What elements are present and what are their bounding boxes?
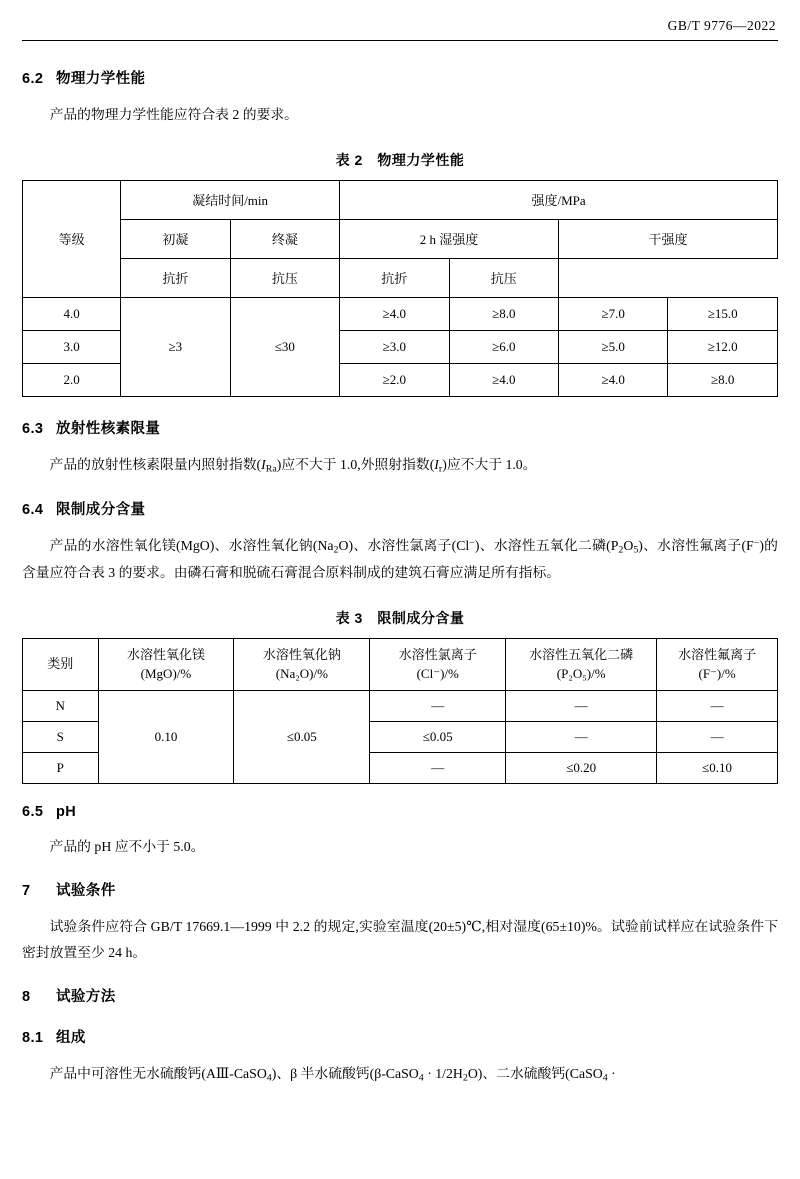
header-na2o [234,638,370,690]
section-title: 试验条件 [56,883,116,900]
cell-chloride: — [370,752,506,783]
cell-grade: 3.0 [23,330,121,363]
text-fragment: 产品中可溶性无水硫酸钙(AⅢ-CaSO [49,1066,267,1082]
text-fragment: )、β 半水硫酸钙(β-CaSO [271,1066,419,1082]
page-header [22,18,778,41]
cell-fluoride: — [657,721,778,752]
subscript-4: 4 [418,1072,424,1084]
header-final-set: 终凝 [230,219,339,258]
cell-p2o5: ≤0.20 [506,752,657,783]
section-number: 6.2 [22,71,44,87]
cell-initial-set: ≥3 [121,297,230,396]
section-number: 6.4 [22,502,44,519]
superscript-minus: − [753,537,760,549]
text-fragment: O [623,538,634,554]
text-fragment: )应不大于 1.0。 [442,456,537,472]
header-f-line1: 水溶性氟离子 [678,646,757,662]
text-fragment: )应不大于 1.0,外照射指数( [276,456,435,472]
subscript-2: 2 [333,544,339,556]
header-strength: 强度/MPa [340,180,778,219]
header-na2o-line1: 水溶性氧化钠 [262,646,341,662]
header-p2o5-line1: 水溶性五氧化二磷 [529,646,634,662]
cell-wet-compressive: ≥6.0 [449,330,558,363]
text-fragment: 产品的放射性核素限量内照射指数( [49,456,262,472]
header-p2o5 [506,638,657,690]
section-heading-8 [22,985,778,1006]
cell-category: P [23,752,99,783]
section-number: 6.5 [22,803,44,820]
header-fluoride [657,638,778,690]
text-fragment: 产品的水溶性氧化镁(MgO)、水溶性氧化钠(Na [49,538,334,554]
cell-mgo: 0.10 [98,690,234,783]
cell-wet-compressive: ≥4.0 [449,363,558,396]
section-title: 限制成分含量 [56,502,146,519]
table-row [23,180,778,219]
cell-dry-compressive: ≥12.0 [668,330,778,363]
subscript-5: 5 [633,544,639,556]
cell-wet-flexural: ≥2.0 [340,363,449,396]
header-initial-set: 初凝 [121,219,230,258]
cell-wet-compressive: ≥8.0 [449,297,558,330]
text-fragment: 试验条件应符合 GB/T 17669.1—1999 中 2.2 的规定,实验室温度(20±5)℃,相对湿度(65±10)%。 [49,919,611,935]
header-chloride [370,638,506,690]
header-category: 类别 [23,638,99,690]
header-cl-line2: (Cl⁻)/% [416,666,459,682]
cell-chloride: — [370,690,506,721]
header-na2o-line2: (Na₂O)/% [275,666,328,682]
superscript-minus: − [469,537,475,549]
section-heading-8-1 [22,1026,778,1047]
cell-grade: 2.0 [23,363,121,396]
section-number: 6.3 [22,420,44,437]
section-number: 7 [22,883,31,900]
cell-wet-flexural: ≥3.0 [340,330,449,363]
header-wet-2h: 2 h 湿强度 [340,219,559,258]
cell-na2o: ≤0.05 [234,690,370,783]
cell-fluoride: ≤0.10 [657,752,778,783]
subscript-2: 2 [462,1072,468,1084]
cell-chloride: ≤0.05 [370,721,506,752]
paragraph-6-3 [22,452,778,479]
table-row [23,690,778,721]
section-number: 8 [22,989,31,1006]
text-fragment: 应满足所有指标。 [449,565,561,581]
symbol-i-ra: I [261,456,266,472]
table-row [23,219,778,258]
section-title: 物理力学性能 [56,71,146,87]
text-fragment: )、水溶性氟离子(F [638,538,754,554]
section-title: pH [56,803,77,820]
header-grade: 等级 [23,180,121,297]
text-fragment: · 1/2H [423,1066,463,1082]
cell-fluoride: — [657,690,778,721]
table-2-caption: 表 2 物理力学性能 [335,151,465,168]
header-dry-compressive: 抗压 [449,258,558,297]
cell-dry-flexural: ≥5.0 [559,330,668,363]
cell-category: S [23,721,99,752]
text-fragment: · [607,1066,616,1082]
header-setting-time: 凝结时间/min [121,180,340,219]
cell-dry-flexural: ≥7.0 [559,297,668,330]
cell-p2o5: — [506,690,657,721]
paragraph-8-1 [22,1061,778,1088]
paragraph-6-5: 产品的 pH 应不小于 5.0。 [49,838,205,854]
standard-code: GB/T 9776—2022 [667,18,776,33]
header-mgo-line2: (MgO)/% [140,666,192,682]
text-fragment: (P [606,538,619,554]
header-dry: 干强度 [559,219,778,258]
table-row [23,297,778,330]
subscript-4: 4 [602,1072,608,1084]
subscript-ra: Ra [265,462,277,474]
paragraph-6-4 [22,533,778,585]
cell-category: N [23,690,99,721]
header-dry-flexural: 抗折 [340,258,449,297]
table-row [23,638,778,690]
header-mgo [98,638,234,690]
section-heading-6-2 [22,67,778,88]
cell-p2o5: — [506,721,657,752]
header-f-line2: (F⁻)/% [698,666,736,682]
cell-dry-compressive: ≥8.0 [668,363,778,396]
cell-dry-compressive: ≥15.0 [668,297,778,330]
header-wet-compressive: 抗压 [230,258,339,297]
text-fragment: )、水溶性五氧化二磷 [474,538,607,554]
section-number: 8.1 [22,1030,44,1047]
text-fragment: 试验前试样应在试验条件下密封放置至少 24 h。 [22,919,779,960]
header-cl-line1: 水溶性氯离子 [398,646,477,662]
subscript-r: r [438,462,443,474]
header-p2o5-line2: (P₂O₅)/% [556,666,606,682]
subscript-4: 4 [266,1072,272,1084]
section-heading-6-3 [22,417,778,438]
paragraph-6-2: 产品的物理力学性能应符合表 2 的要求。 [49,107,298,122]
cell-dry-flexural: ≥4.0 [559,363,668,396]
section-heading-7 [22,879,778,900]
table-2 [22,180,778,397]
cell-grade: 4.0 [23,297,121,330]
header-mgo-line1: 水溶性氧化镁 [126,646,205,662]
subscript-2: 2 [618,544,624,556]
table-3-caption: 表 3 限制成分含量 [335,609,465,626]
text-fragment: O)、水溶性氯离子(Cl [338,538,470,554]
section-title: 组成 [56,1030,86,1047]
text-fragment: O)、二水硫酸钙(CaSO [467,1066,603,1082]
section-title: 试验方法 [56,989,116,1006]
section-heading-6-4 [22,498,778,519]
text-fragment: )的含量应符合表 3 的要求。由磷石膏和脱硫石膏混合原料制成的建筑石膏 [22,538,778,581]
section-title: 放射性核素限量 [56,420,161,437]
paragraph-7 [22,914,778,965]
header-wet-flexural: 抗折 [121,258,230,297]
section-heading-6-5 [22,804,778,820]
symbol-i-r: I [434,456,439,472]
table-row [23,258,778,297]
table-3 [22,638,778,784]
cell-final-set: ≤30 [230,297,339,396]
cell-wet-flexural: ≥4.0 [340,297,449,330]
